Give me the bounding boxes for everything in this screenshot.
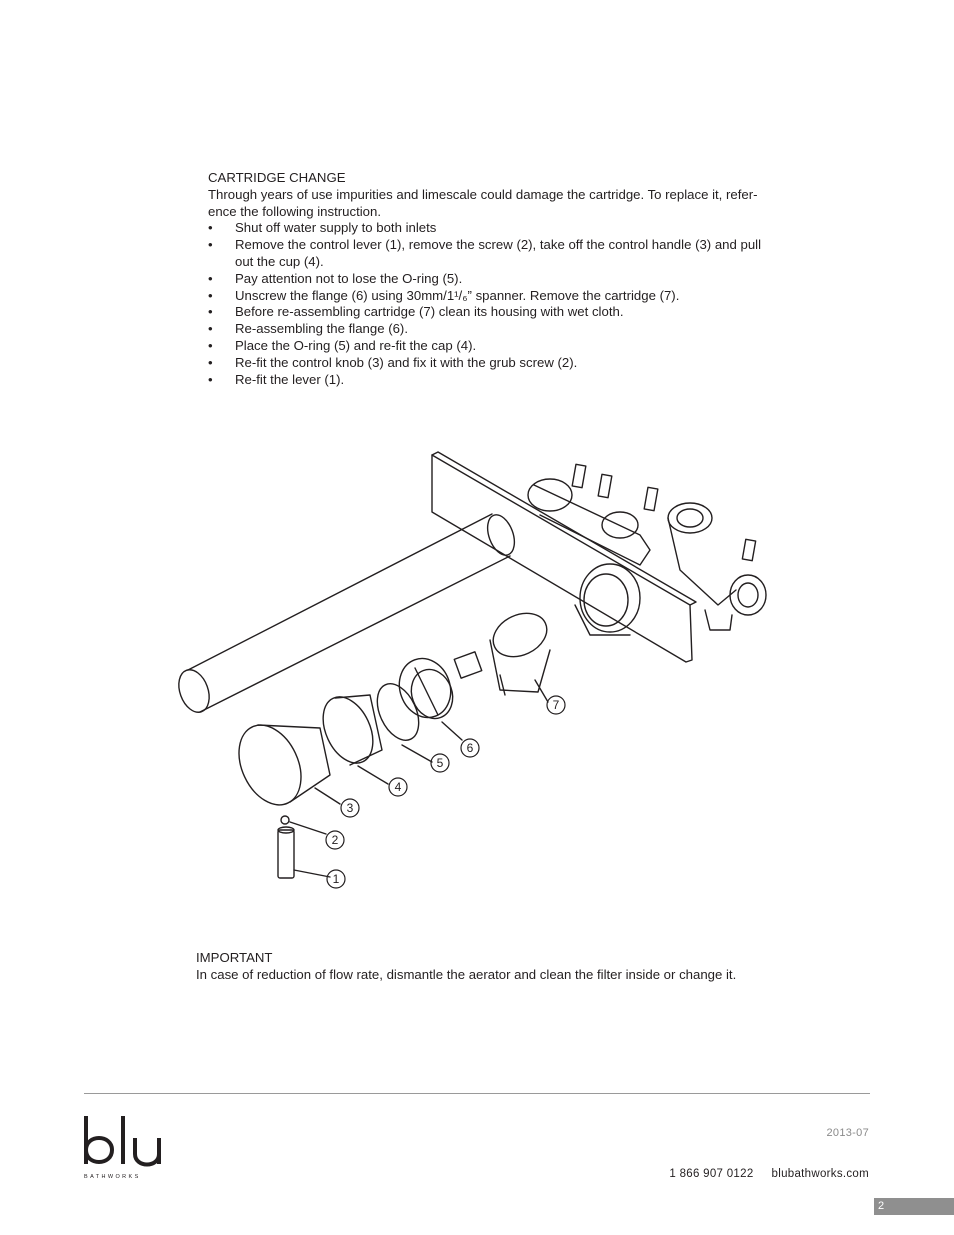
instruction-step: • Remove the control lever (1), remove the screw (2), take off the control handle (3) and pull out the cup (4). bbox=[208, 237, 783, 271]
instruction-step: • Before re-assembling cartridge (7) clean its housing with wet cloth. bbox=[208, 304, 783, 321]
callout-5: 5 bbox=[436, 756, 444, 770]
trim-ring bbox=[575, 564, 640, 635]
section-heading: CARTRIDGE CHANGE bbox=[208, 170, 346, 185]
contact-info bbox=[669, 1168, 869, 1180]
instruction-step: • Unscrew the flange (6) using 30mm/1¹/₆” spanner. Remove the cartridge (7). bbox=[208, 288, 783, 305]
instruction-step: • Pay attention not to lose the O-ring (5). bbox=[208, 271, 783, 288]
control-handle-3 bbox=[227, 715, 330, 815]
intro-paragraph bbox=[208, 187, 783, 221]
phone-number: 1 866 907 0122 bbox=[669, 1168, 754, 1180]
instruction-step: • Re-fit the lever (1). bbox=[208, 372, 783, 389]
instruction-step: • Re-fit the control knob (3) and fix it with the grub screw (2). bbox=[208, 355, 783, 372]
instruction-step: • Place the O-ring (5) and re-fit the cap (4). bbox=[208, 338, 783, 355]
important-section bbox=[196, 950, 836, 984]
callout-3: 3 bbox=[346, 801, 354, 815]
important-text: In case of reduction of flow rate, dismantle the aerator and clean the filter inside or change it. bbox=[196, 966, 737, 982]
callout-2: 2 bbox=[331, 833, 339, 847]
website-link[interactable]: blubathworks.com bbox=[771, 1168, 869, 1180]
valve-body bbox=[528, 464, 766, 630]
instruction-step: • Re-assembling the flange (6). bbox=[208, 321, 783, 338]
svg-text:BATHWORKS: BATHWORKS bbox=[84, 1174, 141, 1180]
exploded-view-diagram bbox=[170, 430, 770, 900]
cartridge-change-section bbox=[208, 170, 783, 388]
cartridge-7 bbox=[454, 605, 554, 695]
important-heading: IMPORTANT bbox=[196, 950, 273, 965]
intro-line-1: Through years of use impurities and limescale could damage the cartridge. To replace it, refer- bbox=[208, 186, 758, 202]
footer-divider bbox=[84, 1093, 870, 1094]
wall-plate bbox=[432, 455, 692, 662]
callout-6: 6 bbox=[466, 741, 474, 755]
instruction-list bbox=[208, 220, 783, 388]
grub-screw-2 bbox=[281, 816, 289, 824]
callout-1: 1 bbox=[332, 872, 340, 886]
callout-4: 4 bbox=[394, 780, 402, 794]
intro-line-2: ence the following instruction. bbox=[208, 203, 382, 219]
control-lever-1 bbox=[278, 827, 294, 878]
page-number: 2 bbox=[874, 1198, 954, 1215]
callout-7: 7 bbox=[552, 698, 560, 712]
blu-bathworks-logo bbox=[82, 1112, 166, 1182]
revision-date: 2013-07 bbox=[826, 1127, 869, 1139]
instruction-step: • Shut off water supply to both inlets bbox=[208, 220, 783, 237]
o-ring-5 bbox=[369, 677, 427, 747]
spout bbox=[173, 511, 519, 716]
cup-4 bbox=[313, 689, 382, 771]
